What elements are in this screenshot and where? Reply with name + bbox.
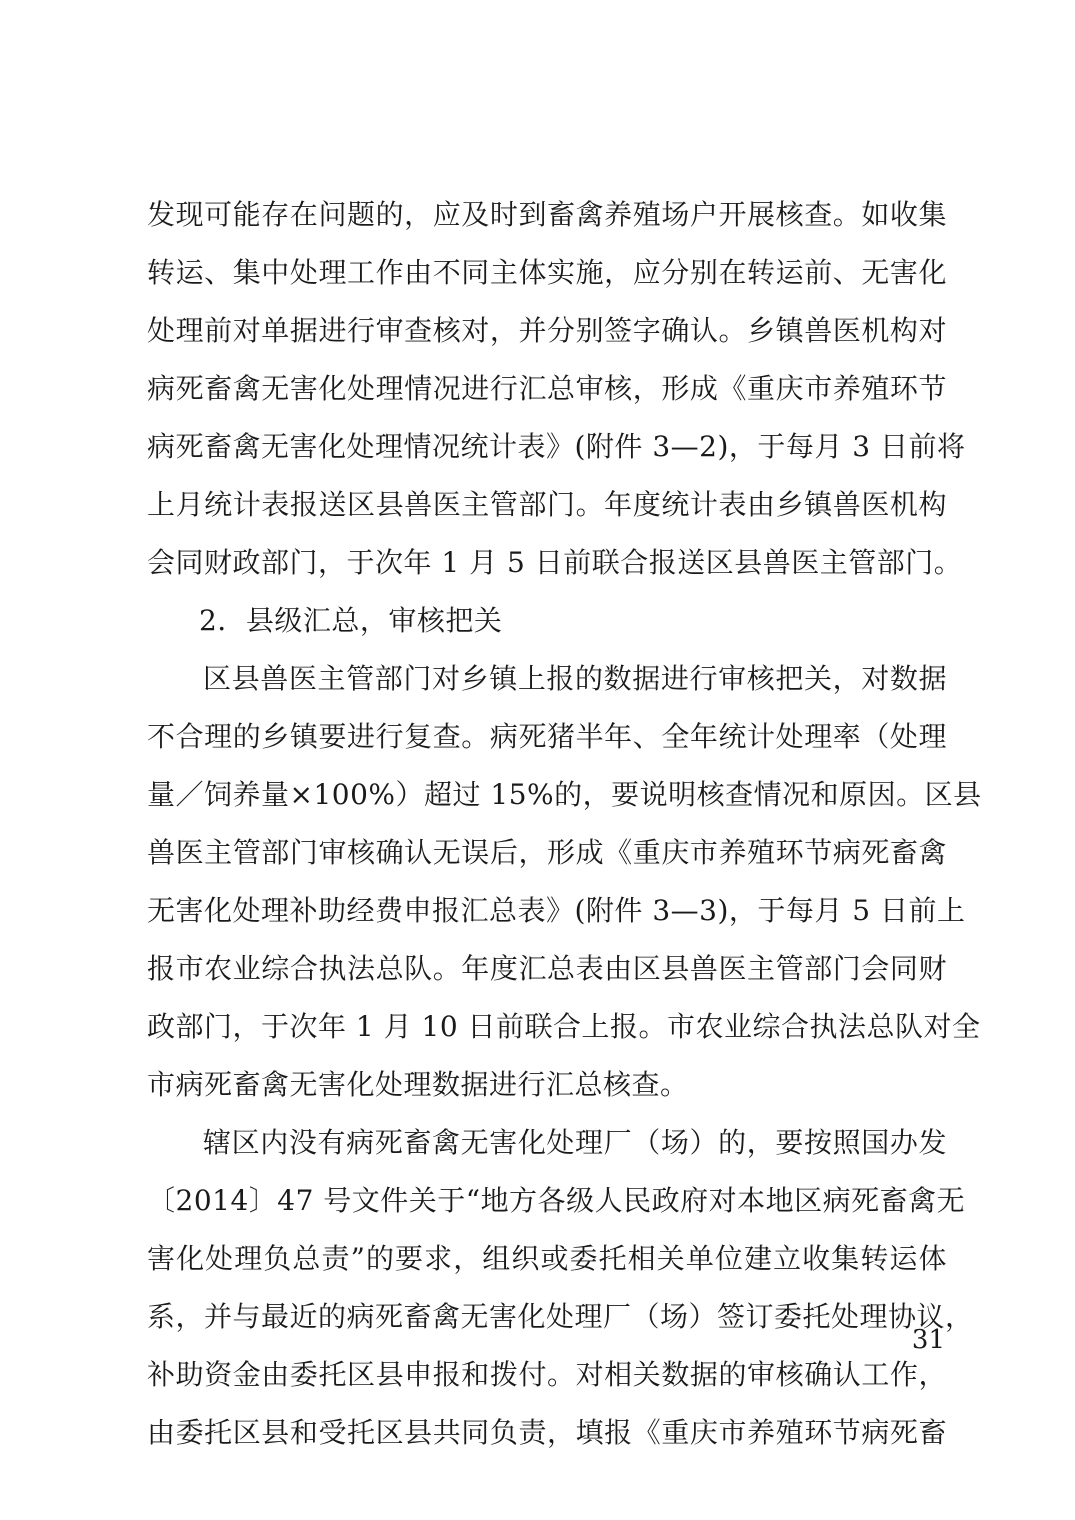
section-heading: 2．县级汇总，审核把关 (199, 604, 503, 637)
text-line: 系，并与最近的病死畜禽无害化处理厂（场）签订委托处理协议， (147, 1300, 974, 1333)
text-line: 害化处理负总责”的要求，组织或委托相关单位建立收集转运体 (147, 1242, 947, 1275)
text-line: 〔2014〕47 号文件关于“地方各级人民政府对本地区病死畜禽无 (147, 1184, 966, 1217)
text-line: 处理前对单据进行审查核对，并分别签字确认。乡镇兽医机构对 (147, 314, 947, 347)
text-line: 由委托区县和受托区县共同负责，填报《重庆市养殖环节病死畜 (147, 1416, 947, 1449)
text-line: 区县兽医主管部门对乡镇上报的数据进行审核把关，对数据 (203, 662, 947, 695)
text-line: 会同财政部门，于次年 1 月 5 日前联合报送区县兽医主管部门。 (147, 546, 963, 579)
text-line: 市病死畜禽无害化处理数据进行汇总核查。 (147, 1068, 689, 1101)
text-line: 兽医主管部门审核确认无误后，形成《重庆市养殖环节病死畜禽 (147, 836, 947, 869)
body-text (147, 186, 982, 1462)
text-line: 辖区内没有病死畜禽无害化处理厂（场）的，要按照国办发 (203, 1126, 947, 1159)
text-line: 政部门，于次年 1 月 10 日前联合上报。市农业综合执法总队对全 (147, 1010, 981, 1043)
text-line: 补助资金由委托区县申报和拨付。对相关数据的审核确认工作， (147, 1358, 947, 1391)
text-line: 病死畜禽无害化处理情况统计表》(附件 3—2)，于每月 3 日前将 (147, 430, 966, 463)
text-line: 报市农业综合执法总队。年度汇总表由区县兽医主管部门会同财 (147, 952, 947, 985)
text-line: 发现可能存在问题的，应及时到畜禽养殖场户开展核查。如收集 (147, 198, 947, 231)
text-line: 无害化处理补助经费申报汇总表》(附件 3—3)，于每月 5 日前上 (147, 894, 966, 927)
page-number: 31 (911, 1325, 945, 1355)
text-line: 不合理的乡镇要进行复查。病死猪半年、全年统计处理率（处理 (147, 720, 947, 753)
text-line: 上月统计表报送区县兽医主管部门。年度统计表由乡镇兽医机构 (147, 488, 947, 521)
text-line: 转运、集中处理工作由不同主体实施，应分别在转运前、无害化 (147, 256, 947, 289)
text-line: 病死畜禽无害化处理情况进行汇总审核，形成《重庆市养殖环节 (147, 372, 947, 405)
text-line: 量／饲养量×100%）超过 15%的，要说明核查情况和原因。区县 (147, 778, 982, 811)
